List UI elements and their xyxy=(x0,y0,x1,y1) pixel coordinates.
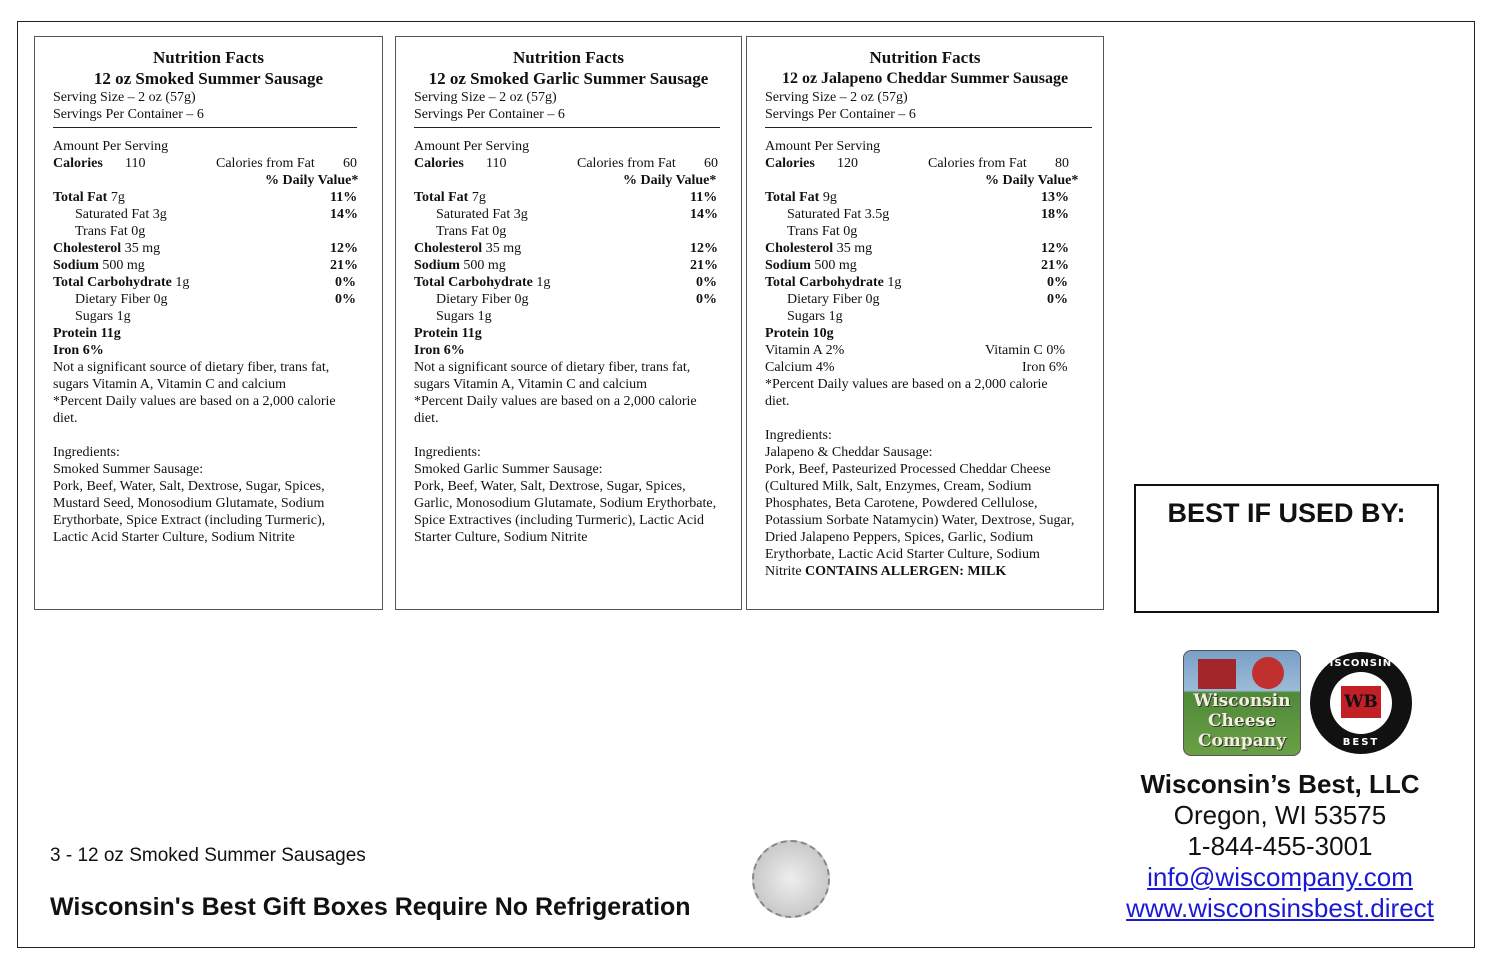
ingredients-product: Jalapeno & Cheddar Sausage: xyxy=(765,445,933,460)
calories-row: Calories 110 Calories from Fat 60 xyxy=(414,156,718,171)
ingredients-product: Smoked Garlic Summer Sausage: xyxy=(414,462,603,477)
servings-per-container: Servings Per Container – 6 xyxy=(414,107,565,122)
logo-monogram: WB xyxy=(1341,686,1381,718)
amount-per-serving: Amount Per Serving xyxy=(414,139,530,154)
best-if-used-by-box xyxy=(1134,484,1439,613)
cholesterol-row: Cholesterol 35 mg 12% xyxy=(53,241,358,256)
ingredients-product: Smoked Summer Sausage: xyxy=(53,462,204,477)
cholesterol-row: Cholesterol 35 mg 12% xyxy=(765,241,1069,256)
protein-row: Protein 11g xyxy=(53,326,121,341)
sugars-row: Sugars 1g xyxy=(436,309,492,324)
sodium-row: Sodium 500 mg 21% xyxy=(414,258,718,273)
panel-product: 12 oz Jalapeno Cheddar Summer Sausage xyxy=(781,70,1069,87)
panel-product: 12 oz Smoked Garlic Summer Sausage xyxy=(428,69,709,88)
wisconsin-cheese-company-logo xyxy=(1183,650,1301,756)
contact-block xyxy=(1100,769,1460,924)
trans-fat-row: Trans Fat 0g xyxy=(787,224,858,239)
carb-row: Total Carbohydrate 1g 0% xyxy=(765,275,1068,290)
company-name: Wisconsin’s Best, LLC xyxy=(1140,769,1420,799)
fiber-row: Dietary Fiber 0g 0% xyxy=(75,292,356,307)
carb-row: Total Carbohydrate 1g 0% xyxy=(414,275,717,290)
nutrition-panel-smoked xyxy=(34,36,383,610)
panel-title: Nutrition Facts xyxy=(513,48,624,67)
allergen-warning: CONTAINS ALLERGEN: MILK xyxy=(805,564,1007,579)
ingredients-label: Ingredients: xyxy=(765,428,832,443)
fiber-row: Dietary Fiber 0g 0% xyxy=(436,292,717,307)
footnote: *Percent Daily values are based on a 2,000 calorie diet. xyxy=(53,394,336,426)
ingredients-text: Pork, Beef, Water, Salt, Dextrose, Sugar, Spices, Garlic, Monosodium Glutamate, Sodium Erythorbate, Spice Extractives (including Turmeric), Lactic Acid Starter Culture, Sodium Nitrite xyxy=(414,479,717,545)
carb-row: Total Carbohydrate 1g 0% xyxy=(53,275,356,290)
amount-per-serving: Amount Per Serving xyxy=(765,139,881,154)
email-link[interactable]: info@wiscompany.com xyxy=(1147,862,1413,892)
daily-value-header: % Daily Value* xyxy=(985,173,1079,188)
ingredients-text: Pork, Beef, Water, Salt, Dextrose, Sugar, Spices, Mustard Seed, Monosodium Glutamate, Sodium Erythorbate, Spice Extract (including Turmeric), Lactic Acid Starter Culture, Sodium Nitrite xyxy=(53,479,326,545)
fiber-row: Dietary Fiber 0g 0% xyxy=(787,292,1068,307)
panel-title: Nutrition Facts xyxy=(153,48,264,67)
nutrition-panel-jalapeno xyxy=(746,36,1104,610)
company-phone: 1-844-455-3001 xyxy=(1187,831,1373,861)
logo-text: Wisconsin Cheese Company xyxy=(1193,691,1291,751)
daily-value-header: % Daily Value* xyxy=(623,173,717,188)
amount-per-serving: Amount Per Serving xyxy=(53,139,169,154)
iron-row: Iron 6% xyxy=(414,343,465,358)
servings-per-container: Servings Per Container – 6 xyxy=(53,107,204,122)
barn-icon xyxy=(1198,659,1236,689)
nutrition-panel-garlic xyxy=(395,36,742,610)
minerals-row: Calcium 4% Iron 6% xyxy=(765,360,1068,375)
total-fat-row: Total Fat 7g 11% xyxy=(414,190,718,205)
panel-product: 12 oz Smoked Summer Sausage xyxy=(93,69,324,88)
serving-size: Serving Size – 2 oz (57g) xyxy=(765,90,908,105)
sodium-row: Sodium 500 mg 21% xyxy=(765,258,1069,273)
company-city: Oregon, WI 53575 xyxy=(1173,800,1387,830)
servings-per-container: Servings Per Container – 6 xyxy=(765,107,916,122)
ingredients-label: Ingredients: xyxy=(53,445,120,460)
cholesterol-row: Cholesterol 35 mg 12% xyxy=(414,241,718,256)
best-if-used-by-label: BEST IF USED BY: xyxy=(1167,498,1406,528)
serving-size: Serving Size – 2 oz (57g) xyxy=(414,90,557,105)
sat-fat-row: Saturated Fat 3g 14% xyxy=(436,207,718,222)
footnote: *Percent Daily values are based on a 2,000 calorie diet. xyxy=(765,377,1048,409)
total-fat-row: Total Fat 9g 13% xyxy=(765,190,1069,205)
trans-fat-row: Trans Fat 0g xyxy=(436,224,507,239)
panel-title: Nutrition Facts xyxy=(869,48,981,67)
refrigeration-notice: Wisconsin's Best Gift Boxes Require No Refrigeration xyxy=(50,893,691,921)
serving-size: Serving Size – 2 oz (57g) xyxy=(53,90,196,105)
seal-icon xyxy=(752,840,830,918)
total-fat-row: Total Fat 7g 11% xyxy=(53,190,358,205)
wisconsins-best-logo xyxy=(1310,652,1412,754)
cow-icon xyxy=(1252,657,1284,689)
sat-fat-row: Saturated Fat 3.5g 18% xyxy=(787,207,1069,222)
footnote: *Percent Daily values are based on a 2,000 calorie diet. xyxy=(414,394,697,426)
nutrition-note: Not a significant source of dietary fiber, trans fat, sugars Vitamin A, Vitamin C and calcium xyxy=(414,360,691,392)
sugars-row: Sugars 1g xyxy=(787,309,843,324)
daily-value-header: % Daily Value* xyxy=(265,173,359,188)
logo-bottom-text: BEST xyxy=(1342,737,1380,748)
trans-fat-row: Trans Fat 0g xyxy=(75,224,146,239)
protein-row: Protein 10g xyxy=(765,326,834,341)
sodium-row: Sodium 500 mg 21% xyxy=(53,258,358,273)
ingredients-label: Ingredients: xyxy=(414,445,481,460)
logo-top-text: WISCONSIN'S xyxy=(1317,658,1405,669)
nutrition-note: Not a significant source of dietary fiber, trans fat, sugars Vitamin A, Vitamin C and calcium xyxy=(53,360,330,392)
calories-row: Calories 120 Calories from Fat 80 xyxy=(765,156,1069,171)
package-count: 3 - 12 oz Smoked Summer Sausages xyxy=(50,845,366,866)
vitamins-row: Vitamin A 2% Vitamin C 0% xyxy=(765,343,1066,358)
ingredients-text: Pork, Beef, Pasteurized Processed Cheddar Cheese (Cultured Milk, Salt, Enzymes, Cream, Sodium Phosphates, Beta Carotene, Powdered Cellulose, Potassium Sorbate Natamycin) Water, Dextrose, Sugar, Dried Jalapeno Peppers, Spices, Garlic, Sodium Erythorbate, Lactic Acid Starter Culture, Sodium Nitrite CONTAINS ALLERGEN: MILK xyxy=(765,462,1075,579)
website-link[interactable]: www.wisconsinsbest.direct xyxy=(1126,893,1434,923)
protein-row: Protein 11g xyxy=(414,326,482,341)
iron-row: Iron 6% xyxy=(53,343,104,358)
sat-fat-row: Saturated Fat 3g 14% xyxy=(75,207,358,222)
calories-row: Calories 110 Calories from Fat 60 xyxy=(53,156,357,171)
sugars-row: Sugars 1g xyxy=(75,309,131,324)
